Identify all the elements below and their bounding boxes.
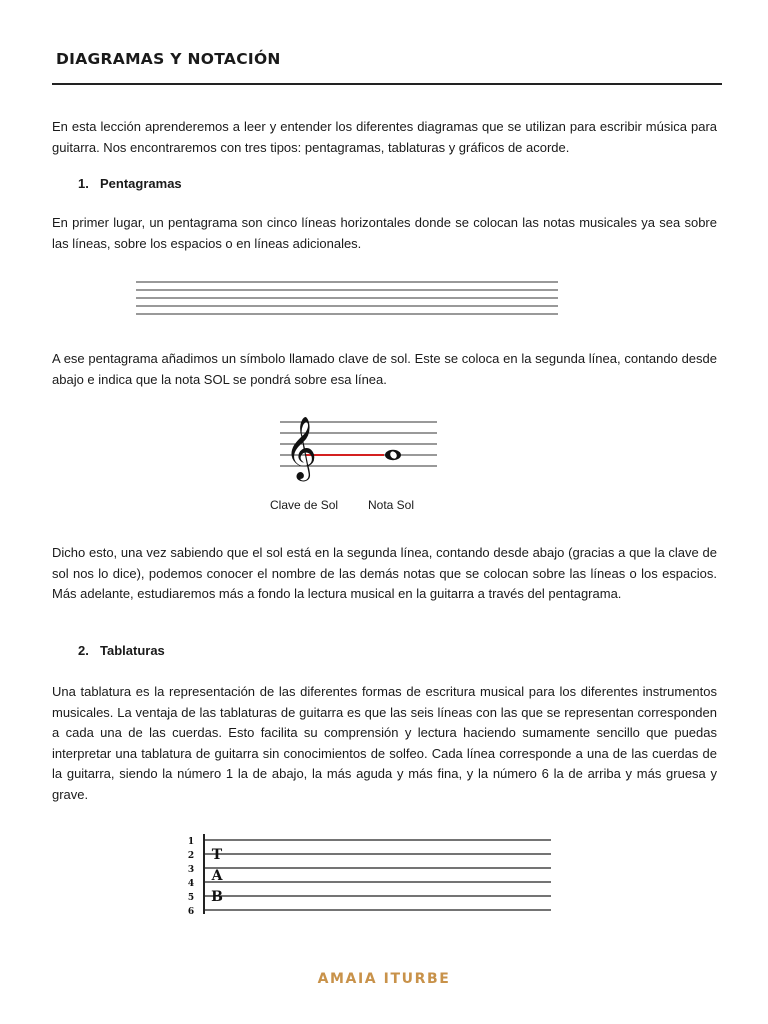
note-caption: Nota Sol: [368, 498, 415, 512]
section-2-number: 2.: [78, 643, 89, 658]
tab-letter: B: [211, 889, 223, 905]
treble-clef-icon: 𝄞: [285, 416, 317, 479]
title-divider: [52, 83, 722, 85]
whole-note-icon: [385, 450, 401, 460]
section-2-heading: [78, 643, 165, 658]
string-number: 3: [187, 865, 195, 875]
string-number: 5: [187, 893, 195, 903]
tab-letter: A: [211, 868, 223, 884]
tab-letter: T: [211, 847, 223, 863]
staff-diagram: [136, 281, 560, 317]
footer-author: AMAIA ITURBE: [317, 971, 451, 987]
intro-paragraph: En esta lección aprenderemos a leer y entender los diferentes diagramas que se utilizan para escribir música para guitarra. Nos encontraremos con tres tipos: pentagramas, tablaturas y gráficos de acorde.: [52, 119, 717, 155]
section-2-title: Tablaturas: [100, 643, 165, 658]
section-1-paragraph-3: Dicho esto, una vez sabiendo que el sol está en la segunda línea, contando desde abajo (gracias a que la clave de sol nos lo dice), podemos conocer el nombre de las demás notas que se colocan sobre las líneas o los espacios. Más adelante, estudiaremos más a fondo la lectura musical en la guitarra a través del pentagrama.: [52, 545, 717, 601]
section-1-number: 1.: [78, 176, 89, 191]
string-number: 6: [187, 907, 195, 917]
section-1-title: Pentagramas: [100, 176, 182, 191]
page-title: DIAGRAMAS Y NOTACIÓN: [56, 50, 281, 68]
string-number: 4: [187, 879, 195, 889]
tablature-diagram: [182, 830, 554, 918]
section-1-paragraph-2: A ese pentagrama añadimos un símbolo llamado clave de sol. Este se coloca en la segunda línea, contando desde abajo e indica que la nota SOL se pondrá sobre esa línea.: [52, 351, 717, 387]
string-number: 2: [187, 851, 195, 861]
section-2-paragraph-1: Una tablatura es la representación de las diferentes formas de escritura musical para los diferentes instrumentos musicales. La ventaja de las tablaturas de guitarra es que las seis líneas con las que se representan corresponden a cada una de las cuerdas. Esto facilita su comprensión y lectura haciendo sumamente sencillo que puedas interpretar una tablatura de guitarra sin conocimientos de solfeo. Cada línea corresponde a una de las cuerdas de la guitarra, siendo la número 1 la de abajo, la más aguda y más fina, y la número 6 la de arriba y más gruesa y grave.: [52, 684, 717, 802]
clef-caption: Clave de Sol: [270, 498, 339, 512]
section-1-heading: [78, 176, 182, 191]
treble-staff-diagram: [280, 402, 440, 479]
section-1-paragraph-1: En primer lugar, un pentagrama son cinco líneas horizontales donde se colocan las notas musicales ya sea sobre las líneas, sobre los espacios o en líneas adicionales.: [52, 215, 717, 251]
string-number: 1: [187, 837, 195, 847]
